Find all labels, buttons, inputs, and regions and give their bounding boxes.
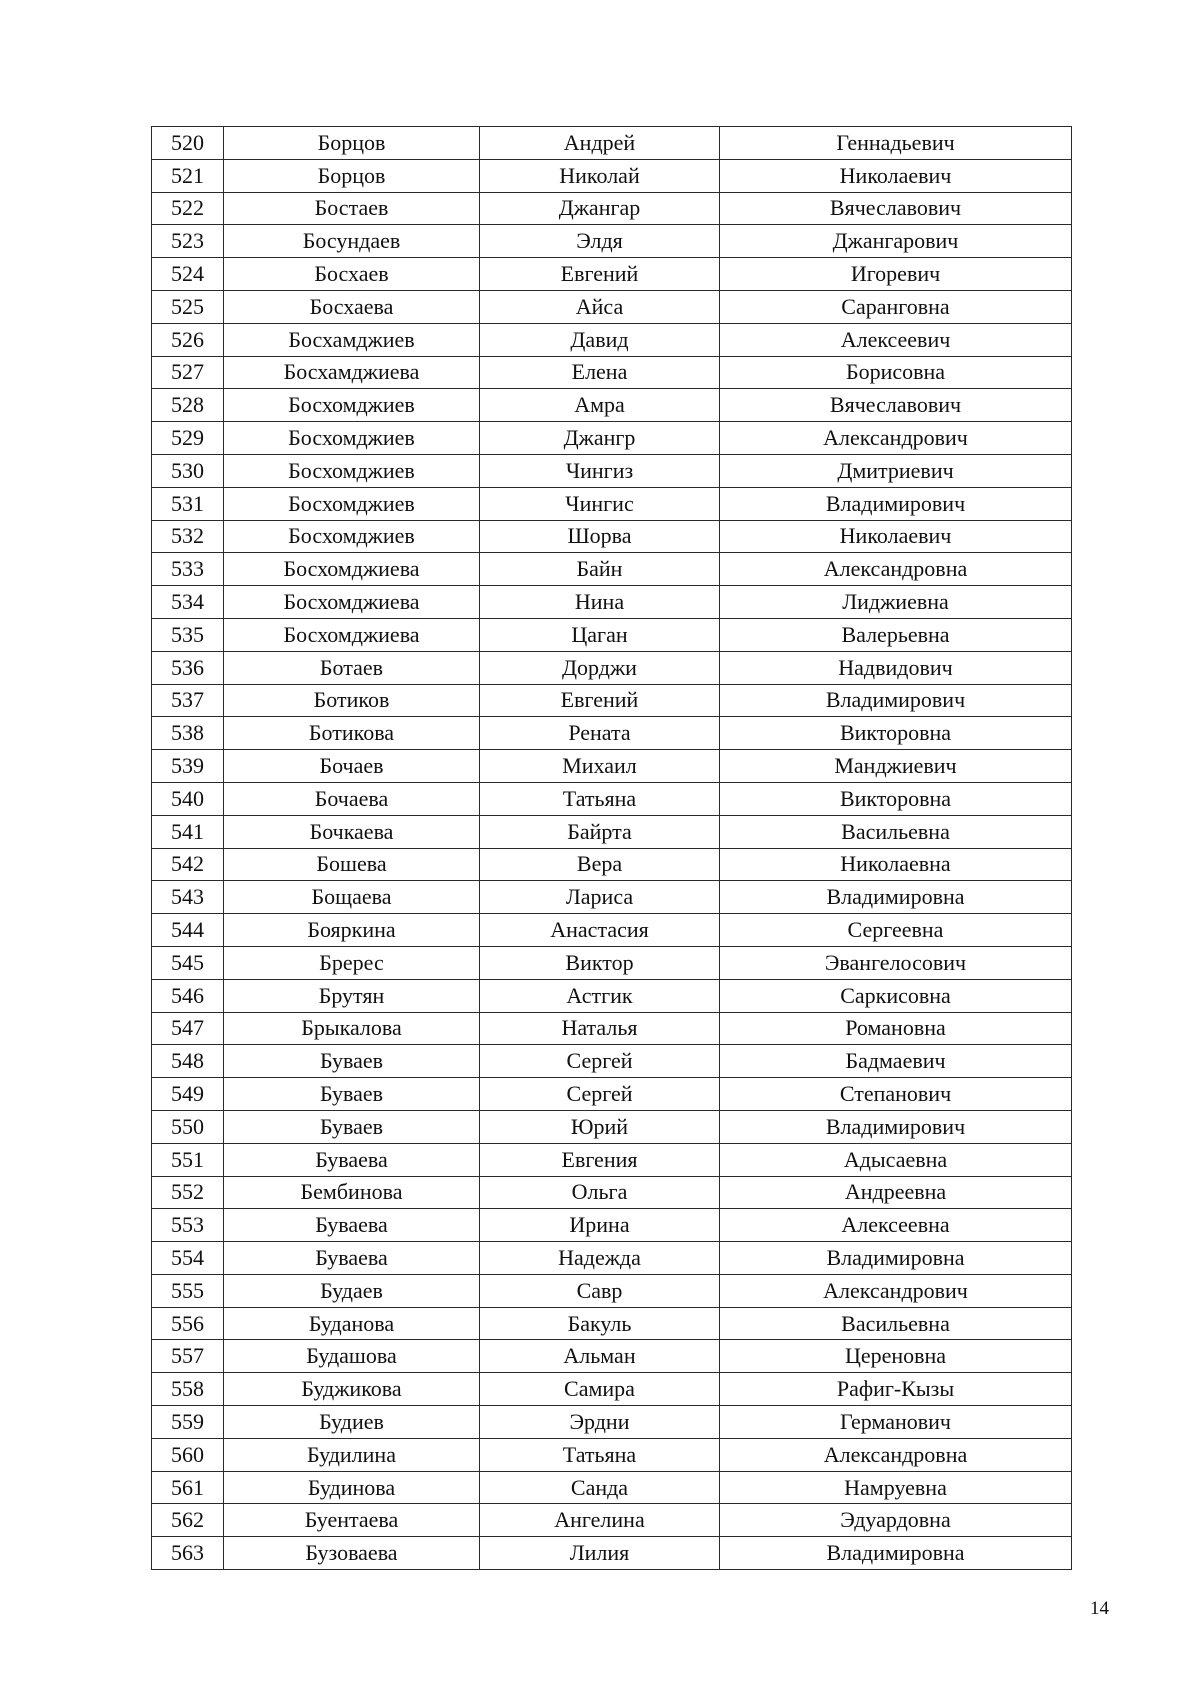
- table-row: [152, 1110, 1072, 1143]
- table-row: [152, 487, 1072, 520]
- row-number-cell: 525: [152, 290, 224, 323]
- last-name-cell: Босхомджиева: [224, 618, 480, 651]
- first-name-cell: Вера: [480, 848, 720, 881]
- first-name-cell: Самира: [480, 1373, 720, 1406]
- patronymic-cell: Александрович: [720, 422, 1072, 455]
- last-name-cell: Будиев: [224, 1406, 480, 1439]
- first-name-cell: Лариса: [480, 881, 720, 914]
- patronymic-cell: Джангарович: [720, 225, 1072, 258]
- row-number-cell: 545: [152, 946, 224, 979]
- first-name-cell: Елена: [480, 356, 720, 389]
- first-name-cell: Евгений: [480, 684, 720, 717]
- row-number-cell: 543: [152, 881, 224, 914]
- table-row: [152, 422, 1072, 455]
- patronymic-cell: Вячеславович: [720, 389, 1072, 422]
- row-number-cell: 542: [152, 848, 224, 881]
- last-name-cell: Буваев: [224, 1045, 480, 1078]
- table-row: [152, 586, 1072, 619]
- table-row: [152, 618, 1072, 651]
- first-name-cell: Юрий: [480, 1110, 720, 1143]
- patronymic-cell: Цереновна: [720, 1340, 1072, 1373]
- last-name-cell: Бузоваева: [224, 1537, 480, 1570]
- table-row: [152, 1242, 1072, 1275]
- last-name-cell: Бочаева: [224, 782, 480, 815]
- patronymic-cell: Саранговна: [720, 290, 1072, 323]
- patronymic-cell: Манджиевич: [720, 750, 1072, 783]
- row-number-cell: 520: [152, 127, 224, 160]
- table-row: [152, 553, 1072, 586]
- first-name-cell: Давид: [480, 323, 720, 356]
- first-name-cell: Сергей: [480, 1045, 720, 1078]
- last-name-cell: Брутян: [224, 979, 480, 1012]
- last-name-cell: Босхомджиева: [224, 586, 480, 619]
- row-number-cell: 536: [152, 651, 224, 684]
- patronymic-cell: Андреевна: [720, 1176, 1072, 1209]
- first-name-cell: Шорва: [480, 520, 720, 553]
- patronymic-cell: Игоревич: [720, 258, 1072, 291]
- table-row: [152, 684, 1072, 717]
- row-number-cell: 523: [152, 225, 224, 258]
- row-number-cell: 522: [152, 192, 224, 225]
- first-name-cell: Цаган: [480, 618, 720, 651]
- first-name-cell: Надежда: [480, 1242, 720, 1275]
- table-row: [152, 782, 1072, 815]
- table-row: [152, 914, 1072, 947]
- row-number-cell: 521: [152, 159, 224, 192]
- last-name-cell: Бререс: [224, 946, 480, 979]
- table-row: [152, 258, 1072, 291]
- patronymic-cell: Германович: [720, 1406, 1072, 1439]
- row-number-cell: 557: [152, 1340, 224, 1373]
- last-name-cell: Бошева: [224, 848, 480, 881]
- last-name-cell: Буданова: [224, 1307, 480, 1340]
- first-name-cell: Бакуль: [480, 1307, 720, 1340]
- first-name-cell: Евгений: [480, 258, 720, 291]
- row-number-cell: 524: [152, 258, 224, 291]
- first-name-cell: Амра: [480, 389, 720, 422]
- last-name-cell: Босхомджиев: [224, 422, 480, 455]
- last-name-cell: Будинова: [224, 1471, 480, 1504]
- last-name-cell: Будаев: [224, 1274, 480, 1307]
- row-number-cell: 526: [152, 323, 224, 356]
- row-number-cell: 533: [152, 553, 224, 586]
- table-row: [152, 323, 1072, 356]
- table-row: [152, 192, 1072, 225]
- first-name-cell: Чингиз: [480, 454, 720, 487]
- table-row: [152, 1078, 1072, 1111]
- last-name-cell: Буджикова: [224, 1373, 480, 1406]
- last-name-cell: Будашова: [224, 1340, 480, 1373]
- first-name-cell: Чингис: [480, 487, 720, 520]
- patronymic-cell: Валерьевна: [720, 618, 1072, 651]
- first-name-cell: Джангар: [480, 192, 720, 225]
- table-row: [152, 651, 1072, 684]
- row-number-cell: 556: [152, 1307, 224, 1340]
- last-name-cell: Босхамджиева: [224, 356, 480, 389]
- patronymic-cell: Намруевна: [720, 1471, 1072, 1504]
- table-row: [152, 1045, 1072, 1078]
- last-name-cell: Борцов: [224, 159, 480, 192]
- row-number-cell: 554: [152, 1242, 224, 1275]
- first-name-cell: Элдя: [480, 225, 720, 258]
- last-name-cell: Бембинова: [224, 1176, 480, 1209]
- last-name-cell: Босхомджиев: [224, 389, 480, 422]
- row-number-cell: 563: [152, 1537, 224, 1570]
- row-number-cell: 562: [152, 1504, 224, 1537]
- row-number-cell: 534: [152, 586, 224, 619]
- table-row: [152, 1471, 1072, 1504]
- patronymic-cell: Бадмаевич: [720, 1045, 1072, 1078]
- first-name-cell: Санда: [480, 1471, 720, 1504]
- first-name-cell: Анастасия: [480, 914, 720, 947]
- first-name-cell: Наталья: [480, 1012, 720, 1045]
- patronymic-cell: Вячеславович: [720, 192, 1072, 225]
- first-name-cell: Савр: [480, 1274, 720, 1307]
- last-name-cell: Бояркина: [224, 914, 480, 947]
- last-name-cell: Босундаев: [224, 225, 480, 258]
- patronymic-cell: Романовна: [720, 1012, 1072, 1045]
- last-name-cell: Бочаев: [224, 750, 480, 783]
- last-name-cell: Ботиков: [224, 684, 480, 717]
- table-row: [152, 290, 1072, 323]
- patronymic-cell: Степанович: [720, 1078, 1072, 1111]
- row-number-cell: 541: [152, 815, 224, 848]
- row-number-cell: 549: [152, 1078, 224, 1111]
- patronymic-cell: Викторовна: [720, 782, 1072, 815]
- row-number-cell: 546: [152, 979, 224, 1012]
- table-row: [152, 1012, 1072, 1045]
- last-name-cell: Буваев: [224, 1110, 480, 1143]
- first-name-cell: Евгения: [480, 1143, 720, 1176]
- first-name-cell: Альман: [480, 1340, 720, 1373]
- table-row: [152, 1373, 1072, 1406]
- patronymic-cell: Александровна: [720, 553, 1072, 586]
- patronymic-cell: Александрович: [720, 1274, 1072, 1307]
- row-number-cell: 558: [152, 1373, 224, 1406]
- first-name-cell: Байрта: [480, 815, 720, 848]
- table-row: [152, 750, 1072, 783]
- row-number-cell: 559: [152, 1406, 224, 1439]
- first-name-cell: Байн: [480, 553, 720, 586]
- patronymic-cell: Николаевич: [720, 159, 1072, 192]
- last-name-cell: Буваева: [224, 1209, 480, 1242]
- table-row: [152, 979, 1072, 1012]
- last-name-cell: Босхомджиев: [224, 520, 480, 553]
- patronymic-cell: Алексеевна: [720, 1209, 1072, 1242]
- table-row: [152, 389, 1072, 422]
- names-table-body: [152, 127, 1072, 1570]
- patronymic-cell: Викторовна: [720, 717, 1072, 750]
- row-number-cell: 551: [152, 1143, 224, 1176]
- table-row: [152, 815, 1072, 848]
- patronymic-cell: Александровна: [720, 1438, 1072, 1471]
- row-number-cell: 528: [152, 389, 224, 422]
- table-row: [152, 848, 1072, 881]
- last-name-cell: Ботикова: [224, 717, 480, 750]
- patronymic-cell: Рафиг-Кызы: [720, 1373, 1072, 1406]
- last-name-cell: Босхамджиев: [224, 323, 480, 356]
- table-row: [152, 1438, 1072, 1471]
- patronymic-cell: Владимирович: [720, 487, 1072, 520]
- row-number-cell: 532: [152, 520, 224, 553]
- row-number-cell: 540: [152, 782, 224, 815]
- last-name-cell: Босхомджиев: [224, 454, 480, 487]
- row-number-cell: 535: [152, 618, 224, 651]
- table-row: [152, 1209, 1072, 1242]
- patronymic-cell: Владимирович: [720, 684, 1072, 717]
- last-name-cell: Буваева: [224, 1242, 480, 1275]
- patronymic-cell: Васильевна: [720, 1307, 1072, 1340]
- patronymic-cell: Эвангелосович: [720, 946, 1072, 979]
- first-name-cell: Нина: [480, 586, 720, 619]
- first-name-cell: Ангелина: [480, 1504, 720, 1537]
- table-row: [152, 159, 1072, 192]
- table-row: [152, 127, 1072, 160]
- first-name-cell: Джангр: [480, 422, 720, 455]
- row-number-cell: 555: [152, 1274, 224, 1307]
- first-name-cell: Айса: [480, 290, 720, 323]
- patronymic-cell: Геннадьевич: [720, 127, 1072, 160]
- first-name-cell: Виктор: [480, 946, 720, 979]
- row-number-cell: 537: [152, 684, 224, 717]
- first-name-cell: Татьяна: [480, 782, 720, 815]
- patronymic-cell: Адысаевна: [720, 1143, 1072, 1176]
- table-row: [152, 225, 1072, 258]
- patronymic-cell: Владимирович: [720, 1110, 1072, 1143]
- table-row: [152, 454, 1072, 487]
- last-name-cell: Босхаев: [224, 258, 480, 291]
- table-row: [152, 1340, 1072, 1373]
- patronymic-cell: Николаевич: [720, 520, 1072, 553]
- patronymic-cell: Владимировна: [720, 1537, 1072, 1570]
- row-number-cell: 552: [152, 1176, 224, 1209]
- first-name-cell: Рената: [480, 717, 720, 750]
- first-name-cell: Эрдни: [480, 1406, 720, 1439]
- first-name-cell: Дорджи: [480, 651, 720, 684]
- row-number-cell: 550: [152, 1110, 224, 1143]
- last-name-cell: Босхомджиев: [224, 487, 480, 520]
- patronymic-cell: Васильевна: [720, 815, 1072, 848]
- first-name-cell: Лилия: [480, 1537, 720, 1570]
- row-number-cell: 560: [152, 1438, 224, 1471]
- last-name-cell: Буваев: [224, 1078, 480, 1111]
- patronymic-cell: Борисовна: [720, 356, 1072, 389]
- last-name-cell: Брыкалова: [224, 1012, 480, 1045]
- patronymic-cell: Саркисовна: [720, 979, 1072, 1012]
- last-name-cell: Босхомджиева: [224, 553, 480, 586]
- first-name-cell: Михаил: [480, 750, 720, 783]
- row-number-cell: 561: [152, 1471, 224, 1504]
- last-name-cell: Ботаев: [224, 651, 480, 684]
- table-row: [152, 946, 1072, 979]
- table-row: [152, 520, 1072, 553]
- patronymic-cell: Николаевна: [720, 848, 1072, 881]
- patronymic-cell: Лиджиевна: [720, 586, 1072, 619]
- table-row: [152, 1307, 1072, 1340]
- last-name-cell: Бочкаева: [224, 815, 480, 848]
- table-row: [152, 881, 1072, 914]
- patronymic-cell: Алексеевич: [720, 323, 1072, 356]
- table-row: [152, 1274, 1072, 1307]
- last-name-cell: Будилина: [224, 1438, 480, 1471]
- table-row: [152, 1537, 1072, 1570]
- row-number-cell: 544: [152, 914, 224, 947]
- table-row: [152, 1406, 1072, 1439]
- row-number-cell: 527: [152, 356, 224, 389]
- table-row: [152, 1176, 1072, 1209]
- table-row: [152, 356, 1072, 389]
- patronymic-cell: Сергеевна: [720, 914, 1072, 947]
- row-number-cell: 530: [152, 454, 224, 487]
- last-name-cell: Бостаев: [224, 192, 480, 225]
- last-name-cell: Бощаева: [224, 881, 480, 914]
- page-number: 14: [1090, 1598, 1109, 1619]
- row-number-cell: 531: [152, 487, 224, 520]
- last-name-cell: Буентаева: [224, 1504, 480, 1537]
- table-row: [152, 1504, 1072, 1537]
- first-name-cell: Николай: [480, 159, 720, 192]
- row-number-cell: 547: [152, 1012, 224, 1045]
- last-name-cell: Борцов: [224, 127, 480, 160]
- patronymic-cell: Дмитриевич: [720, 454, 1072, 487]
- row-number-cell: 539: [152, 750, 224, 783]
- row-number-cell: 538: [152, 717, 224, 750]
- first-name-cell: Андрей: [480, 127, 720, 160]
- first-name-cell: Ирина: [480, 1209, 720, 1242]
- patronymic-cell: Владимировна: [720, 881, 1072, 914]
- patronymic-cell: Эдуардовна: [720, 1504, 1072, 1537]
- patronymic-cell: Надвидович: [720, 651, 1072, 684]
- first-name-cell: Татьяна: [480, 1438, 720, 1471]
- names-table: [151, 126, 1072, 1570]
- row-number-cell: 548: [152, 1045, 224, 1078]
- last-name-cell: Босхаева: [224, 290, 480, 323]
- row-number-cell: 553: [152, 1209, 224, 1242]
- table-row: [152, 717, 1072, 750]
- row-number-cell: 529: [152, 422, 224, 455]
- first-name-cell: Сергей: [480, 1078, 720, 1111]
- first-name-cell: Ольга: [480, 1176, 720, 1209]
- patronymic-cell: Владимировна: [720, 1242, 1072, 1275]
- first-name-cell: Астгик: [480, 979, 720, 1012]
- last-name-cell: Буваева: [224, 1143, 480, 1176]
- table-row: [152, 1143, 1072, 1176]
